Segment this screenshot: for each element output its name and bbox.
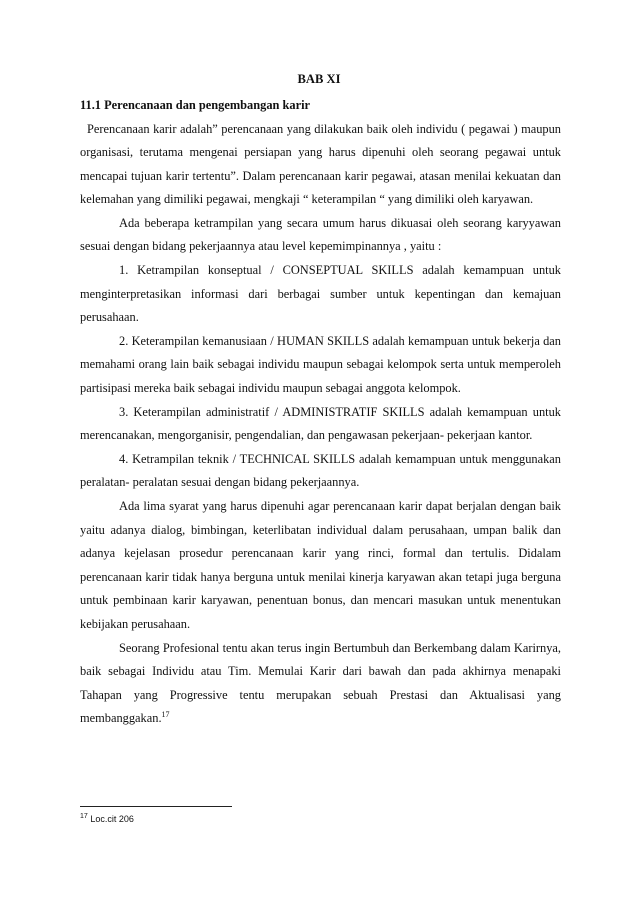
- paragraph-definition: Perencanaan karir adalah” perencanaan yang dilakukan baik oleh individu ( pegawai ) maupun organisasi, terutama mengenai persiapan yang harus dipenuhi oleh seorang pegawai untuk mencapai tujuan karir tertentu”. Dalam perencanaan karir pegawai, atasan menilai kekuatan dan kelemahan yang dimiliki pegawai, mengkaji “ keterampilan “ yang dimiliki oleh karyawan.: [80, 121, 561, 207]
- paragraph-skill-administrative: 3. Keterampilan administratif / ADMINISTRATIF SKILLS adalah kemampuan untuk merencanakan, mengorganisir, pengendalian, dan pengawasan pekerjaan- pekerjaan kantor.: [80, 404, 561, 443]
- footnote-divider: [80, 806, 232, 807]
- paragraph-skill-human: 2. Keterampilan kemanusiaan / HUMAN SKILLS adalah kemampuan untuk bekerja dan memahami orang lain baik sebagai individu maupun sebagai kelompok serta untuk memperoleh partisipasi mereka baik sebagai individu maupun sebagai anggota kelompok.: [80, 333, 561, 396]
- footnote-number: 17: [80, 813, 88, 820]
- paragraph-professional-text: Seorang Profesional tentu akan terus ingin Bertumbuh dan Berkembang dalam Karirnya, baik sebagai Individu atau Tim. Memulai Karir dari bawah dan pada akhirnya menapaki Tahapan yang Progressive tentu merupakan sebuah Prestasi dan Aktualisasi yang membanggakan.: [80, 640, 561, 726]
- footnote: [80, 814, 134, 824]
- footnote-reference: 17: [161, 710, 170, 720]
- section-heading: 11.1 Perencanaan dan pengembangan karir: [80, 98, 311, 112]
- paragraph-skill-technical: 4. Ketrampilan teknik / TECHNICAL SKILLS adalah kemampuan untuk menggunakan peralatan- peralatan sesuai dengan bidang pekerjaannya.: [80, 451, 561, 490]
- paragraph-skill-conceptual: 1. Ketrampilan konseptual / CONSEPTUAL SKILLS adalah kemampuan untuk menginterpretasikan informasi dari berbagai sumber untuk kepentingan dan kemajuan perusahaan.: [80, 263, 561, 325]
- paragraph-requirements: Ada lima syarat yang harus dipenuhi agar perencanaan karir dapat berjalan dengan baik yaitu adanya dialog, bimbingan, keterlibatan individual dalam perusahaan, umpan balik dan adanya kejelasan prosedur perencanaan karir yang rinci, formal dan tertulis. Didalam perencanaan karir tidak hanya berguna untuk menilai kinerja karyawan akan tetapi juga berguna untuk pembinaan karir karyawan, penentuan bonus, dan mencari masukan untuk menentukan kebijakan perusahaan.: [80, 499, 561, 631]
- footnote-text: Loc.cit 206: [90, 814, 134, 824]
- paragraph-skills-intro: Ada beberapa ketrampilan yang secara umum harus dikuasai oleh seorang karyyawan sesuai dengan bidang pekerjaannya atau level kepemimpinannya , yaitu :: [80, 215, 561, 254]
- body-text: [80, 94, 561, 731]
- paragraph-professional: [80, 637, 561, 731]
- chapter-title: BAB XI: [297, 72, 341, 86]
